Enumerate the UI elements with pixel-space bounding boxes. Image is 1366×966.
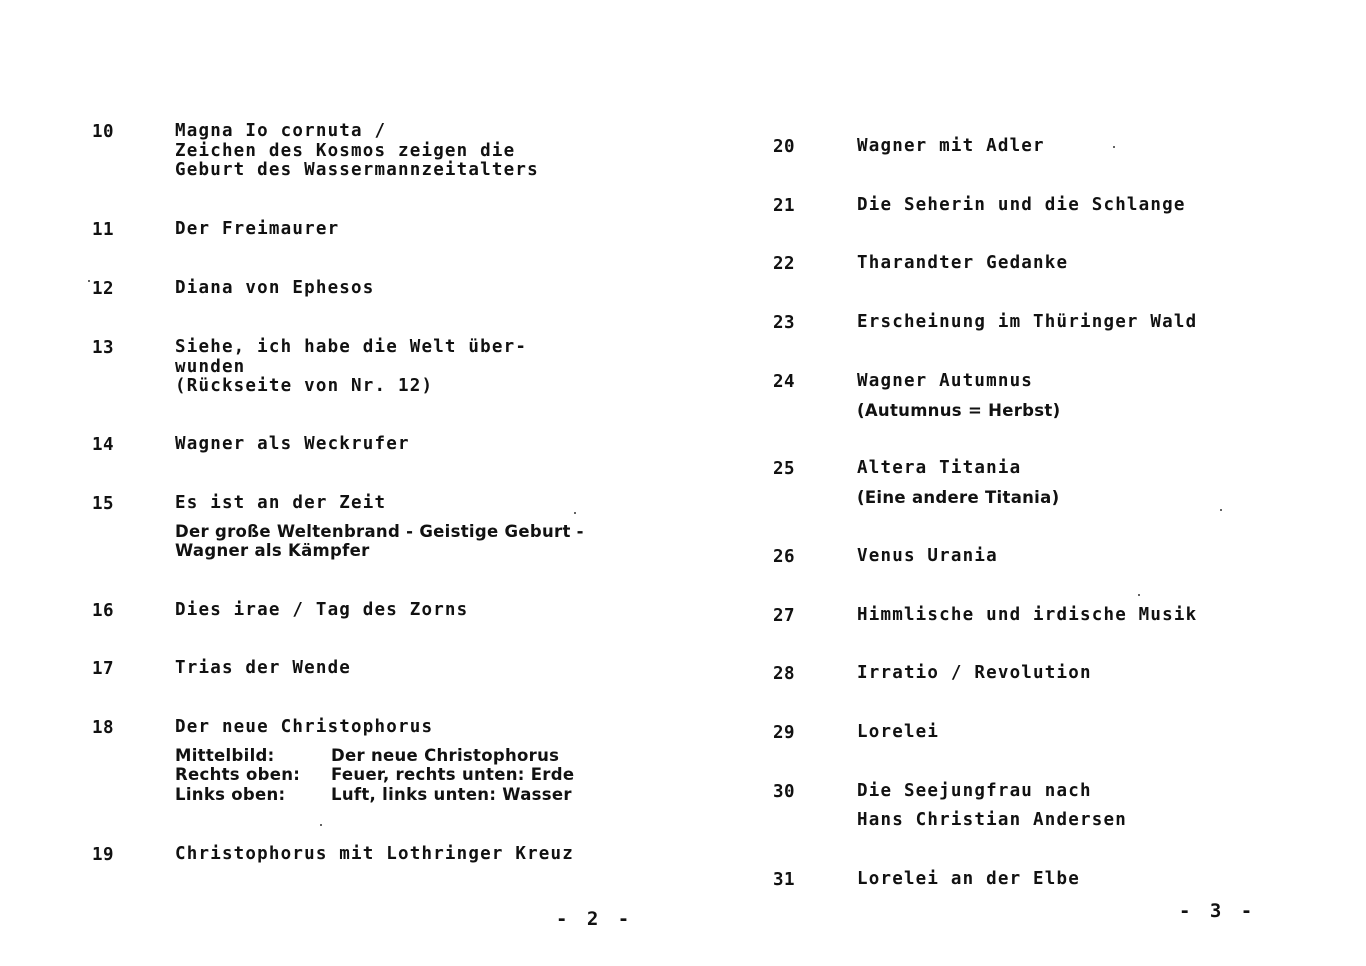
entry-number: 11 <box>92 220 115 240</box>
entry-number: 23 <box>773 313 796 333</box>
detail-row: Links oben: Luft, links unten: Wasser <box>175 784 572 804</box>
entry-number: 14 <box>92 435 115 455</box>
scan-speck <box>1220 509 1222 511</box>
entry-title: Die Seherin und die Schlange <box>857 195 1186 215</box>
entry-number: 16 <box>92 601 115 621</box>
entry-number: 31 <box>773 870 796 890</box>
entry-title: Es ist an der Zeit Der große Weltenbrand - Geistige Geburt - Wagner als Kämpfer <box>175 493 584 560</box>
scan-speck <box>1113 146 1115 148</box>
entry-number: 18 <box>92 718 115 738</box>
entry-subtitle: Wagner als Kämpfer <box>175 541 370 560</box>
page-number: - 3 - <box>1179 900 1257 922</box>
entry-number: 12 <box>92 279 115 299</box>
entry-title: Wagner Autumnus (Autumnus = Herbst) <box>857 371 1061 420</box>
scan-speck <box>88 280 90 282</box>
entry-number: 28 <box>773 664 796 684</box>
entry-title: Siehe, ich habe die Welt über- wunden (Rückseite von Nr. 12) <box>175 337 528 396</box>
entry-title: Erscheinung im Thüringer Wald <box>857 312 1198 332</box>
entry-title: Wagner mit Adler <box>857 136 1045 156</box>
entry-title: Wagner als Weckrufer <box>175 434 410 454</box>
entry-title: Der Freimaurer <box>175 219 340 239</box>
entry-subtitle: (Autumnus = Herbst) <box>857 400 1061 420</box>
entry-title: Tharandter Gedanke <box>857 253 1069 273</box>
entry-number: 19 <box>92 845 115 865</box>
entry-number: 10 <box>92 122 115 142</box>
entry-number: 25 <box>773 459 796 479</box>
entry-number: 17 <box>92 659 115 679</box>
entry-title: Trias der Wende <box>175 658 352 678</box>
scan-speck <box>1138 594 1140 596</box>
entry-detail-table <box>175 746 574 805</box>
detail-row: Rechts oben: Feuer, rechts unten: Erde <box>175 765 575 784</box>
entry-title: Himmlische und irdische Musik <box>857 605 1198 625</box>
entry-title: Magna Io cornuta / Zeichen des Kosmos zeigen die Geburt des Wassermannzeitalters <box>175 121 539 180</box>
entry-title: Die Seejungfrau nach Hans Christian Andersen <box>857 781 1127 830</box>
entry-title: Altera Titania (Eine andere Titania) <box>857 458 1060 507</box>
entry-title: Christophorus mit Lothringer Kreuz <box>175 844 575 864</box>
entry-number: 29 <box>773 723 796 743</box>
entry-subtitle: (Eine andere Titania) <box>857 487 1060 507</box>
entry-title: Diana von Ephesos <box>175 278 375 298</box>
entry-number: 13 <box>92 338 115 358</box>
entry-number: 27 <box>773 606 796 626</box>
entry-number: 24 <box>773 372 796 392</box>
detail-row: Mittelbild: Der neue Christophorus <box>175 745 560 765</box>
scan-speck <box>574 512 576 514</box>
entry-number: 21 <box>773 196 796 216</box>
page-number: - 2 - <box>556 908 634 930</box>
entry-title: Venus Urania <box>857 546 998 566</box>
entry-title: Irratio / Revolution <box>857 663 1092 683</box>
entry-title: Der neue Christophorus Mittelbild: Der neue Christophorus Rechts oben: Feuer, rechts unten: Erde Links oben: Luft, links unten: Wasser <box>175 717 575 804</box>
scan-speck <box>320 824 322 826</box>
entry-title: Lorelei an der Elbe <box>857 869 1080 889</box>
entry-number: 26 <box>773 547 796 567</box>
entry-number: 30 <box>773 782 796 802</box>
right-page <box>683 0 1366 966</box>
entry-number: 15 <box>92 494 115 514</box>
entry-title: Dies irae / Tag des Zorns <box>175 600 469 620</box>
entry-subtitle: Der große Weltenbrand - Geistige Geburt - <box>175 521 584 541</box>
entry-number: 20 <box>773 137 796 157</box>
entry-number: 22 <box>773 254 796 274</box>
entry-title: Lorelei <box>857 722 940 742</box>
